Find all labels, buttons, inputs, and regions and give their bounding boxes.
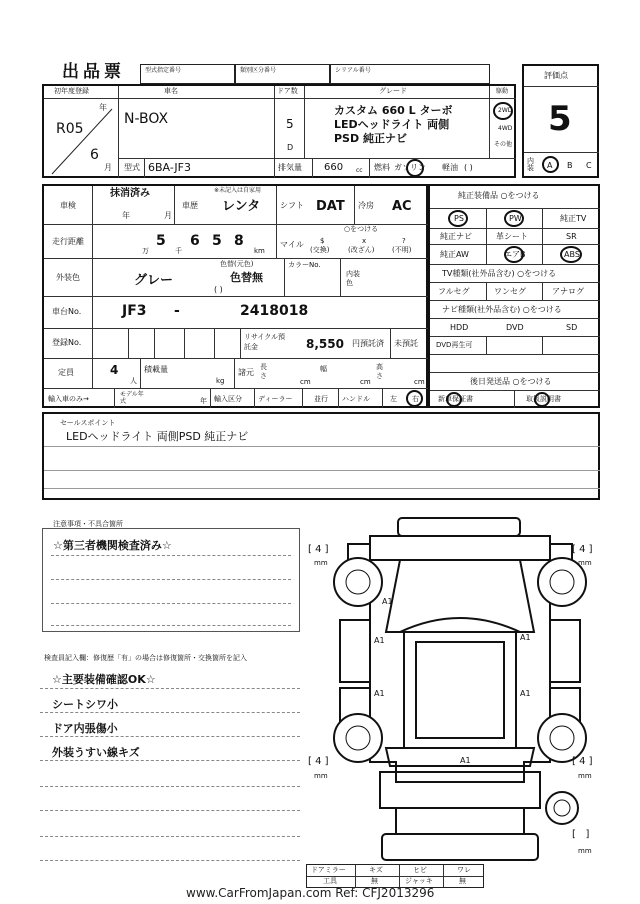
caution-text: ☆第三者機関検査済み☆: [53, 539, 172, 552]
equipment-block: [428, 184, 600, 408]
later-manual-circle: [534, 392, 550, 407]
handle-label: ハンドル: [342, 395, 370, 403]
ac-value: AC: [392, 199, 412, 214]
serial-label: シリアル番号: [335, 67, 371, 74]
ac-label: 冷房: [358, 201, 374, 210]
fuel-gasoline: ガソリン: [394, 163, 426, 172]
inspector-note-4: 外装うすい線キズ: [52, 746, 140, 759]
doors-label: ドア数: [277, 87, 298, 95]
capacity-unit: 人: [130, 377, 137, 385]
mileage-digit: 5: [212, 233, 222, 249]
light-oil-label: 軽油: [442, 163, 458, 172]
width-cm: cm: [360, 378, 371, 386]
mileage-digit: 5: [156, 233, 166, 249]
import-label: 輸入車のみ→: [48, 395, 89, 403]
color-original: 色替無: [230, 271, 263, 284]
model-cert-label: 型式指定番号: [145, 67, 182, 74]
mileage-opt2-sub: (改ざん): [348, 246, 375, 254]
first-reg-month: 6: [90, 147, 99, 163]
tyre-depth-value: 4: [579, 544, 586, 555]
tv-analog: アナログ: [552, 287, 584, 296]
import-year-suffix: 年: [200, 397, 207, 405]
model-cert-cell: [140, 64, 235, 84]
height-label: 高さ: [376, 363, 383, 380]
car-name-label: 車名: [164, 87, 178, 95]
fuel-label: 燃料: [374, 163, 390, 172]
import-parallel: 並行: [314, 395, 328, 403]
color-value: グレー: [134, 273, 174, 288]
class-cell: [235, 64, 330, 84]
first-reg-year: R05: [56, 121, 84, 137]
mileage-opt1-sub: (交換): [310, 246, 330, 254]
interior-a: A: [547, 161, 553, 170]
caution-block: [42, 520, 300, 632]
model-year-label: モデル年式: [120, 391, 144, 405]
legend-header: キズ: [369, 866, 383, 874]
equipment-title: 純正装備品 ○をつける: [458, 191, 540, 200]
later-warranty-circle: [446, 392, 462, 407]
mileage-opt3: ?: [402, 237, 406, 245]
damage-mark: A1: [382, 597, 393, 606]
caution-label: 注意事項・不具合箇所: [53, 520, 123, 528]
vehicle-main-block: [42, 84, 516, 178]
damage-mark: A1: [374, 636, 385, 645]
first-reg-label: 初年度登録: [54, 87, 89, 95]
equip-abs-circle: [560, 246, 582, 263]
inspector-note-1: ☆主要装備確認OK☆: [52, 673, 156, 686]
history-value: レンタ: [222, 199, 261, 214]
dims-label: 諸元: [238, 368, 254, 377]
score-label: 評価点: [544, 71, 568, 80]
first-reg-year-suffix: 年: [99, 103, 107, 112]
capacity-label: 定員: [58, 368, 74, 377]
tyre-fl-mm: mm: [314, 559, 328, 567]
equip-airbag-circle: [504, 246, 524, 263]
model-type: 6BA-JF3: [148, 161, 191, 174]
not-deposited: 未預託: [394, 339, 418, 348]
navi-dvd: DVD: [506, 323, 524, 332]
color-label: 外装色: [56, 273, 80, 282]
mileage-digit: 6: [190, 233, 200, 249]
damage-mark: A1: [520, 633, 531, 642]
interior-a-circle: [542, 156, 559, 173]
handle-right-circle: [406, 390, 423, 407]
car-name: N-BOX: [124, 111, 169, 127]
score-value: 5: [548, 99, 572, 139]
color-no-label: カラーNo.: [288, 261, 321, 269]
damage-mark: A1: [374, 689, 385, 698]
load-label: 積載量: [144, 365, 168, 374]
inspection-label: 車検: [60, 201, 76, 210]
chassis-prefix: JF3: [122, 303, 147, 319]
drive-other: その他: [494, 141, 513, 148]
mile-label: マイル: [280, 240, 304, 249]
mileage-man: 万: [142, 247, 149, 255]
mileage-digit: 8: [234, 233, 244, 249]
tyre-rl-depth: [ 4 ]: [308, 756, 329, 767]
registration-label: 登録No.: [52, 338, 82, 347]
interior-b: B: [567, 161, 573, 170]
interior-c: C: [586, 161, 592, 170]
tv-title: TV種類(社外品含む) ○をつける: [442, 269, 557, 278]
legend-header: ヒビ: [413, 866, 427, 874]
tyre-fl-depth: [ 4 ]: [308, 544, 329, 555]
dvd-playback: DVD再生可: [436, 341, 473, 349]
legend-value: 無: [459, 877, 466, 885]
sales-point-text: LEDヘッドライト 両側PSD 純正ナビ: [66, 430, 249, 443]
fuel-paren: ( ): [464, 163, 473, 172]
equip-pw-circle: [504, 210, 524, 227]
tyre-depth-value: 4: [315, 756, 322, 767]
color-original-label: 色替(元色): [220, 260, 254, 268]
navi-title: ナビ種類(社外品含む) ○をつける: [442, 305, 562, 314]
tv-fullseg: フルセグ: [438, 287, 470, 296]
length-label: 長さ: [260, 363, 267, 380]
inspection-month-suffix: 月: [164, 211, 172, 220]
equip-pw: PW: [509, 214, 522, 223]
tyre-spare-depth: [ ]: [572, 829, 590, 840]
navi-sd: SD: [566, 323, 578, 332]
tyre-rl-mm: mm: [314, 772, 328, 780]
equip-sr: SR: [566, 232, 577, 241]
handle-right: 右: [412, 395, 419, 403]
equip-leather: 革シート: [496, 232, 528, 241]
interior-color-label: 内装色: [346, 270, 360, 287]
equip-ps: PS: [454, 214, 464, 223]
chassis-dash: -: [174, 303, 180, 319]
mileage-label: 走行距離: [52, 237, 84, 246]
later-warranty: 新車保証書: [438, 395, 473, 403]
chassis-label: 車台No.: [52, 307, 82, 316]
chassis-number: 2418018: [240, 303, 309, 319]
mileage-sen: 千: [175, 247, 182, 255]
mileage-digits: [102, 228, 272, 254]
import-dealer: ディーラー: [258, 395, 293, 403]
legend-value: 無: [371, 877, 378, 885]
tyre-rr-depth: [ 4 ]: [572, 756, 593, 767]
sales-point-label: セールスポイント: [60, 419, 116, 427]
serial-cell: [330, 64, 490, 84]
tyre-rr-mm: mm: [578, 772, 592, 780]
legend-header: ワレ: [457, 866, 471, 874]
width-label: 幅: [320, 365, 327, 373]
equip-abs: ABS: [564, 250, 580, 259]
displacement-unit: cc: [356, 167, 363, 174]
fuel-circle: [406, 159, 424, 177]
later-title: 後日発送品 ○をつける: [470, 377, 552, 386]
tyre-depth-value: 4: [579, 756, 586, 767]
detail-block: [42, 184, 428, 408]
first-reg-month-suffix: 月: [104, 163, 112, 172]
inspection-year-suffix: 年: [122, 211, 130, 220]
recycle-label: リサイクル預託金: [244, 333, 286, 351]
sales-point-block: [42, 412, 600, 500]
legend-row-label: 工具: [323, 877, 337, 885]
equip-tv: 純正TV: [560, 214, 587, 223]
footer-ref: www.CarFromJapan.com Ref: CFJ2013296: [186, 886, 435, 900]
capacity-value: 4: [110, 363, 119, 377]
shift-value: DAT: [316, 199, 345, 214]
history-label: 車歴: [182, 201, 198, 210]
mileage-opt3-sub: (不明): [392, 246, 412, 254]
load-unit: kg: [216, 377, 225, 385]
sheet-title: 出品票: [62, 62, 125, 82]
legend-header: ドアミラー: [311, 866, 346, 874]
equip-navi: 純正ナビ: [440, 232, 472, 241]
shift-label: シフト: [280, 201, 304, 210]
import-type-label: 輸入区分: [214, 395, 242, 403]
grade-value: カスタム 660 L ターボLEDヘッドライト 両側PSD 純正ナビ: [334, 104, 453, 145]
drive-4wd: 4WD: [498, 125, 513, 132]
navi-hdd: HDD: [450, 323, 469, 332]
grade-label: グレード: [379, 87, 407, 95]
doors-value: 5: [286, 117, 294, 131]
recycle-unit: 円預託済: [352, 339, 384, 348]
history-note: ※未記入は自家用: [214, 187, 262, 194]
color-paren: ( ): [214, 285, 223, 294]
damage-mark: A1: [520, 689, 531, 698]
displacement-label: 排気量: [278, 163, 302, 172]
model-type-label: 型式: [124, 163, 140, 172]
drive-2wd-circle: [493, 102, 513, 120]
mileage-opt1: $: [320, 237, 325, 245]
tyre-fr-mm: mm: [578, 559, 592, 567]
later-manual: 取扱説明書: [526, 395, 561, 403]
inspector-note-3: ドア内張傷小: [52, 722, 118, 735]
drive-2wd: 2WD: [498, 107, 513, 114]
damage-mark: A1: [460, 756, 471, 765]
mileage-km: km: [254, 247, 265, 255]
doors-unit: D: [287, 143, 294, 152]
car-diagram: [300, 512, 600, 882]
mileage-opt2: x: [362, 237, 367, 245]
equip-aw: 純正AW: [440, 250, 469, 259]
interior-label: 内装: [527, 157, 534, 172]
legend-value: ジャッキ: [405, 877, 433, 885]
drive-label: 駆動: [496, 88, 509, 95]
recycle-value: 8,550: [306, 337, 344, 351]
mileage-circle-hint: ○をつける: [344, 225, 379, 233]
displacement: 660: [324, 162, 344, 173]
class-label: 類別区分番号: [240, 67, 277, 74]
inspector-label: 検査員記入欄：修復歴「有」の場合は修復箇所・交換箇所を記入: [44, 654, 247, 662]
inspector-note-2: シートシワ小: [52, 698, 118, 711]
handle-left: 左: [390, 395, 397, 403]
equip-ps-circle: [448, 210, 468, 227]
tv-oneseg: ワンセグ: [494, 287, 526, 296]
score-box: [522, 64, 599, 178]
tyre-spare-mm: mm: [578, 847, 592, 855]
tyre-fr-depth: [ 4 ]: [572, 544, 593, 555]
height-cm: cm: [414, 378, 425, 386]
legend-table: [306, 864, 484, 888]
inspection-status: 抹消済み: [110, 188, 150, 199]
equip-airbag: エアB: [504, 250, 526, 259]
length-cm: cm: [300, 378, 311, 386]
tyre-depth-value: 4: [315, 544, 322, 555]
